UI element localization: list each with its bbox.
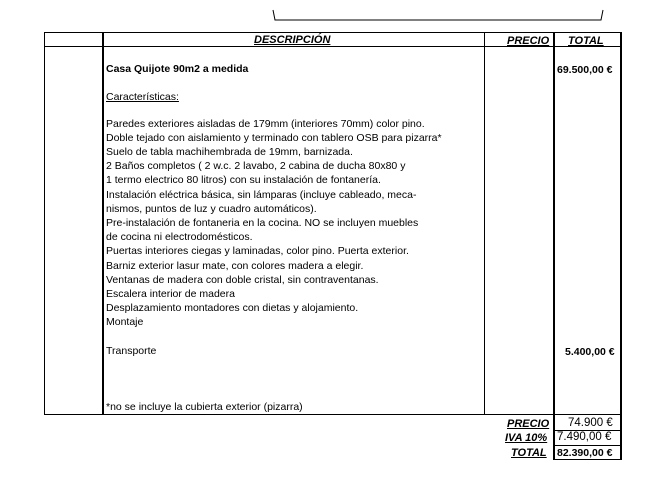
feature-line: Ventanas de madera con doble cristal, sin contraventanas. <box>106 274 379 286</box>
summary-price-value: 74.900 € <box>568 417 613 429</box>
summary-total-label: TOTAL <box>511 447 547 459</box>
summary-price-label: PRECIO <box>507 418 550 430</box>
footnote: *no se incluye la cubierta exterior (pizarra) <box>106 401 303 413</box>
summary-iva-value: 7.490,00 € <box>557 431 612 443</box>
feature-line: 2 Baños completos ( 2 w.c. 2 lavabo, 2 cabina de ducha 80x80 y <box>106 160 406 172</box>
feature-line: de cocina ni electrodomésticos. <box>106 231 253 243</box>
transport-total: 5.400,00 € <box>565 346 615 358</box>
summary-iva-label: IVA 10% <box>505 432 548 444</box>
feature-line: Desplazamiento montadores con dietas y alojamiento. <box>106 302 359 314</box>
header-description: DESCRIPCIÓN <box>254 34 331 46</box>
feature-line: nismos, puntos de luz y cuadro automáticos). <box>106 203 317 215</box>
feature-line: Paredes exteriores aisladas de 179mm (interiores 70mm) color pino. <box>106 118 425 130</box>
feature-line: Instalación eléctrica básica, sin lámparas (incluye cableado, meca- <box>106 189 417 201</box>
feature-line: Escalera interior de madera <box>106 288 235 300</box>
features-heading: Características: <box>106 91 179 103</box>
summary-total-value: 82.390,00 € <box>557 447 613 459</box>
item-total: 69.500,00 € <box>557 64 613 76</box>
feature-line: Doble tejado con aislamiento y terminado con tablero OSB para pizarra* <box>106 132 442 144</box>
header-total: TOTAL <box>568 35 604 47</box>
feature-line: Puertas interiores ciegas y laminadas, color pino. Puerta exterior. <box>106 245 409 257</box>
feature-line: Suelo de tabla machihembrada de 19mm, barnizada. <box>106 146 353 158</box>
feature-line: Barniz exterior lasur mate, con colores madera a elegir. <box>106 260 364 272</box>
header-price: PRECIO <box>507 35 550 47</box>
feature-line: Montaje <box>106 316 144 328</box>
feature-line: Pre-instalación de fontaneria en la cocina. NO se incluyen muebles <box>106 217 419 229</box>
transport-label: Transporte <box>106 345 157 357</box>
feature-line: 1 termo electrico 80 litros) con su instalación de fontanería. <box>106 174 381 186</box>
item-title: Casa Quijote 90m2 a medida <box>106 63 249 75</box>
top-bracket <box>270 8 610 22</box>
